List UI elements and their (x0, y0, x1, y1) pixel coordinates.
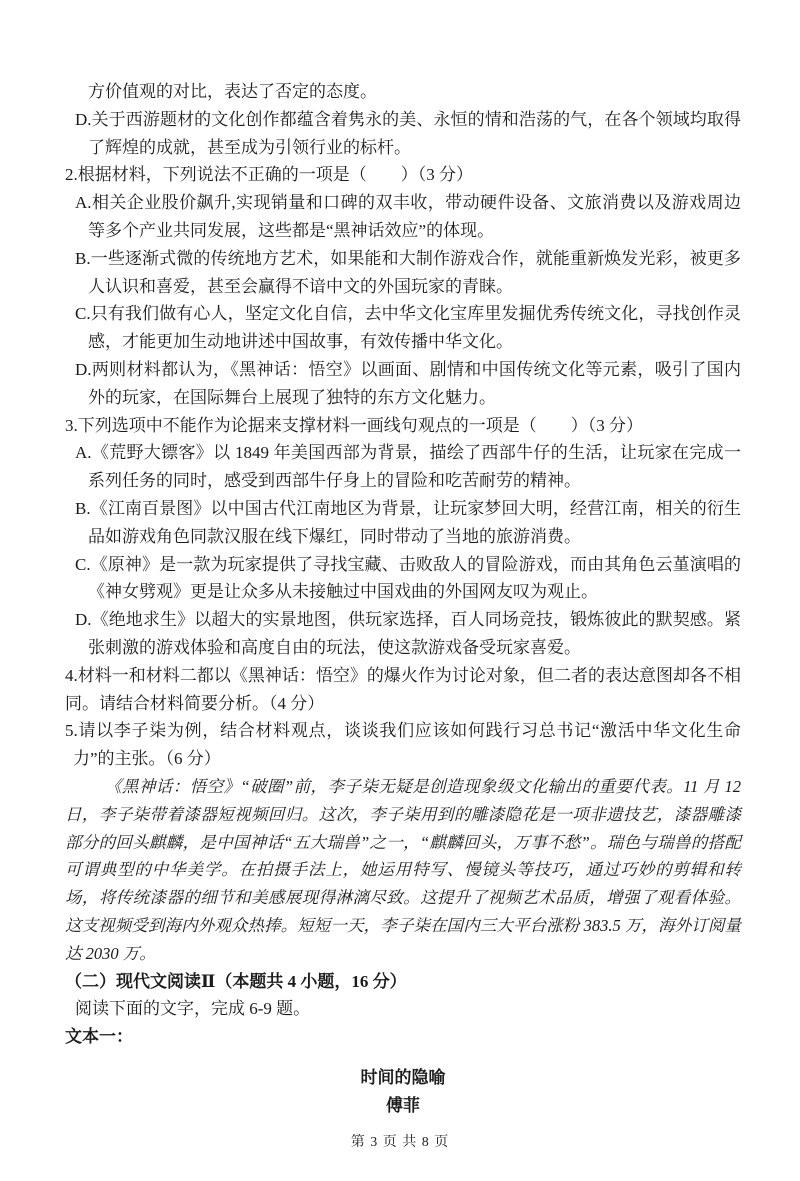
option-1d: D.关于西游题材的文化创作都蕴含着隽永的美、永恒的情和浩荡的气，在各个领域均取得了辉煌的成就，甚至成为引领行业的标杆。 (75, 109, 741, 157)
question-4: 4.材料一和材料二都以《黑神话：悟空》的爆火作为讨论对象，但二者的表达意图却各不相同。请结合材料简要分析。（4 分） (65, 665, 741, 713)
option-3a: A.《荒野大镖客》以 1849 年美国西部为背景，描绘了西部牛仔的生活，让玩家在完成一系列任务的同时，感受到西部牛仔身上的冒险和吃苦耐劳的精神。 (75, 443, 741, 491)
reading-instruction: 阅读下面的文字，完成 6-9 题。 (75, 999, 311, 1019)
essay-title: 时间的隐喻 (360, 1067, 446, 1087)
option-3c: C.《原神》是一款为玩家提供了寻找宝藏、击败敌人的冒险游戏，而由其角色云堇演唱的《神女劈观》更是让众多从未接触过中国戏曲的外国网友叹为观止。 (75, 554, 741, 602)
essay-author: 傅菲 (386, 1095, 420, 1115)
section-heading-reading2: （二）现代文阅读Ⅱ（本题共 4 小题，16 分） (65, 971, 407, 991)
question-5: 5.请以李子柒为例，结合材料观点，谈谈我们应该如何践行习总书记“激活中华文化生命力”的主张。（6 分） (65, 721, 741, 769)
question-2: 2.根据材料，下列说法不正确的一项是（ ）（3 分） (65, 165, 473, 185)
question-3: 3.下列选项中不能作为论据来支撑材料一画线句观点的一项是（ ）（3 分） (65, 415, 643, 435)
option-3b: B.《江南百景图》以中国古代江南地区为背景，让玩家梦回大明，经营江南，相关的衍生品如游戏角色同款汉服在线下爆红，同时带动了当地的旅游消费。 (75, 498, 741, 546)
lizqi-quoted-passage: 《黑神话：悟空》“破圈”前，李子柒无疑是创造现象级文化输出的重要代表。11 月 12 日，李子柒带着漆器短视频回归。这次，李子柒用到的雕漆隐花是一项非遗技艺，漆器雕漆部分的回头麒麟，是中国神话“五大瑞兽”之一，“麒麟回头，万事不愁”。瑞色与瑞兽的搭配可谓典型的中华美学。在拍摄手法上，她运用特写、慢镜头等技巧，通过巧妙的剪辑和转场，将传统漆器的细节和美感展现得淋漓尽致。这提升了视频艺术品质，增强了观看体验。这支视频受到海内外观众热捧。短短一天，李子柒在国内三大平台涨粉 383.5 万，海外订阅量达 2030 万。 (65, 776, 741, 963)
option-2d: D.两则材料都认为，《黑神话：悟空》以画面、剧情和中国传统文化等元素，吸引了国内外的玩家，在国际舞台上展现了独特的东方文化魅力。 (75, 359, 741, 407)
page-footer: 第 3 页 共 8 页 (350, 1135, 450, 1150)
option-2a: A.相关企业股价飙升,实现销量和口碑的双丰收，带动硬件设备、文旅消费以及游戏周边等多个产业共同发展，这些都是“黑神话效应”的体现。 (75, 193, 741, 240)
option-2c: C.只有我们做有心人，坚定文化自信，去中华文化宝库里发掘优秀传统文化，寻找创作灵感，才能更加生动地讲述中国故事，有效传播中华文化。 (75, 304, 741, 352)
option-3d: D.《绝地求生》以超大的实景地图，供玩家选择，百人同场竞技，锻炼彼此的默契感。紧张刺激的游戏体验和高度自由的玩法，使这款游戏备受玩家喜爱。 (75, 610, 741, 657)
carryover-line: 方价值观的对比，表达了否定的态度。 (88, 82, 377, 101)
exam-content (65, 78, 741, 1119)
option-2b: B.一些逐渐式微的传统地方艺术，如果能和大制作游戏合作，就能重新焕发光彩，被更多人认识和喜爱，甚至会赢得不谙中文的外国玩家的青睐。 (75, 248, 741, 296)
text-one-label: 文本一： (65, 1027, 133, 1047)
